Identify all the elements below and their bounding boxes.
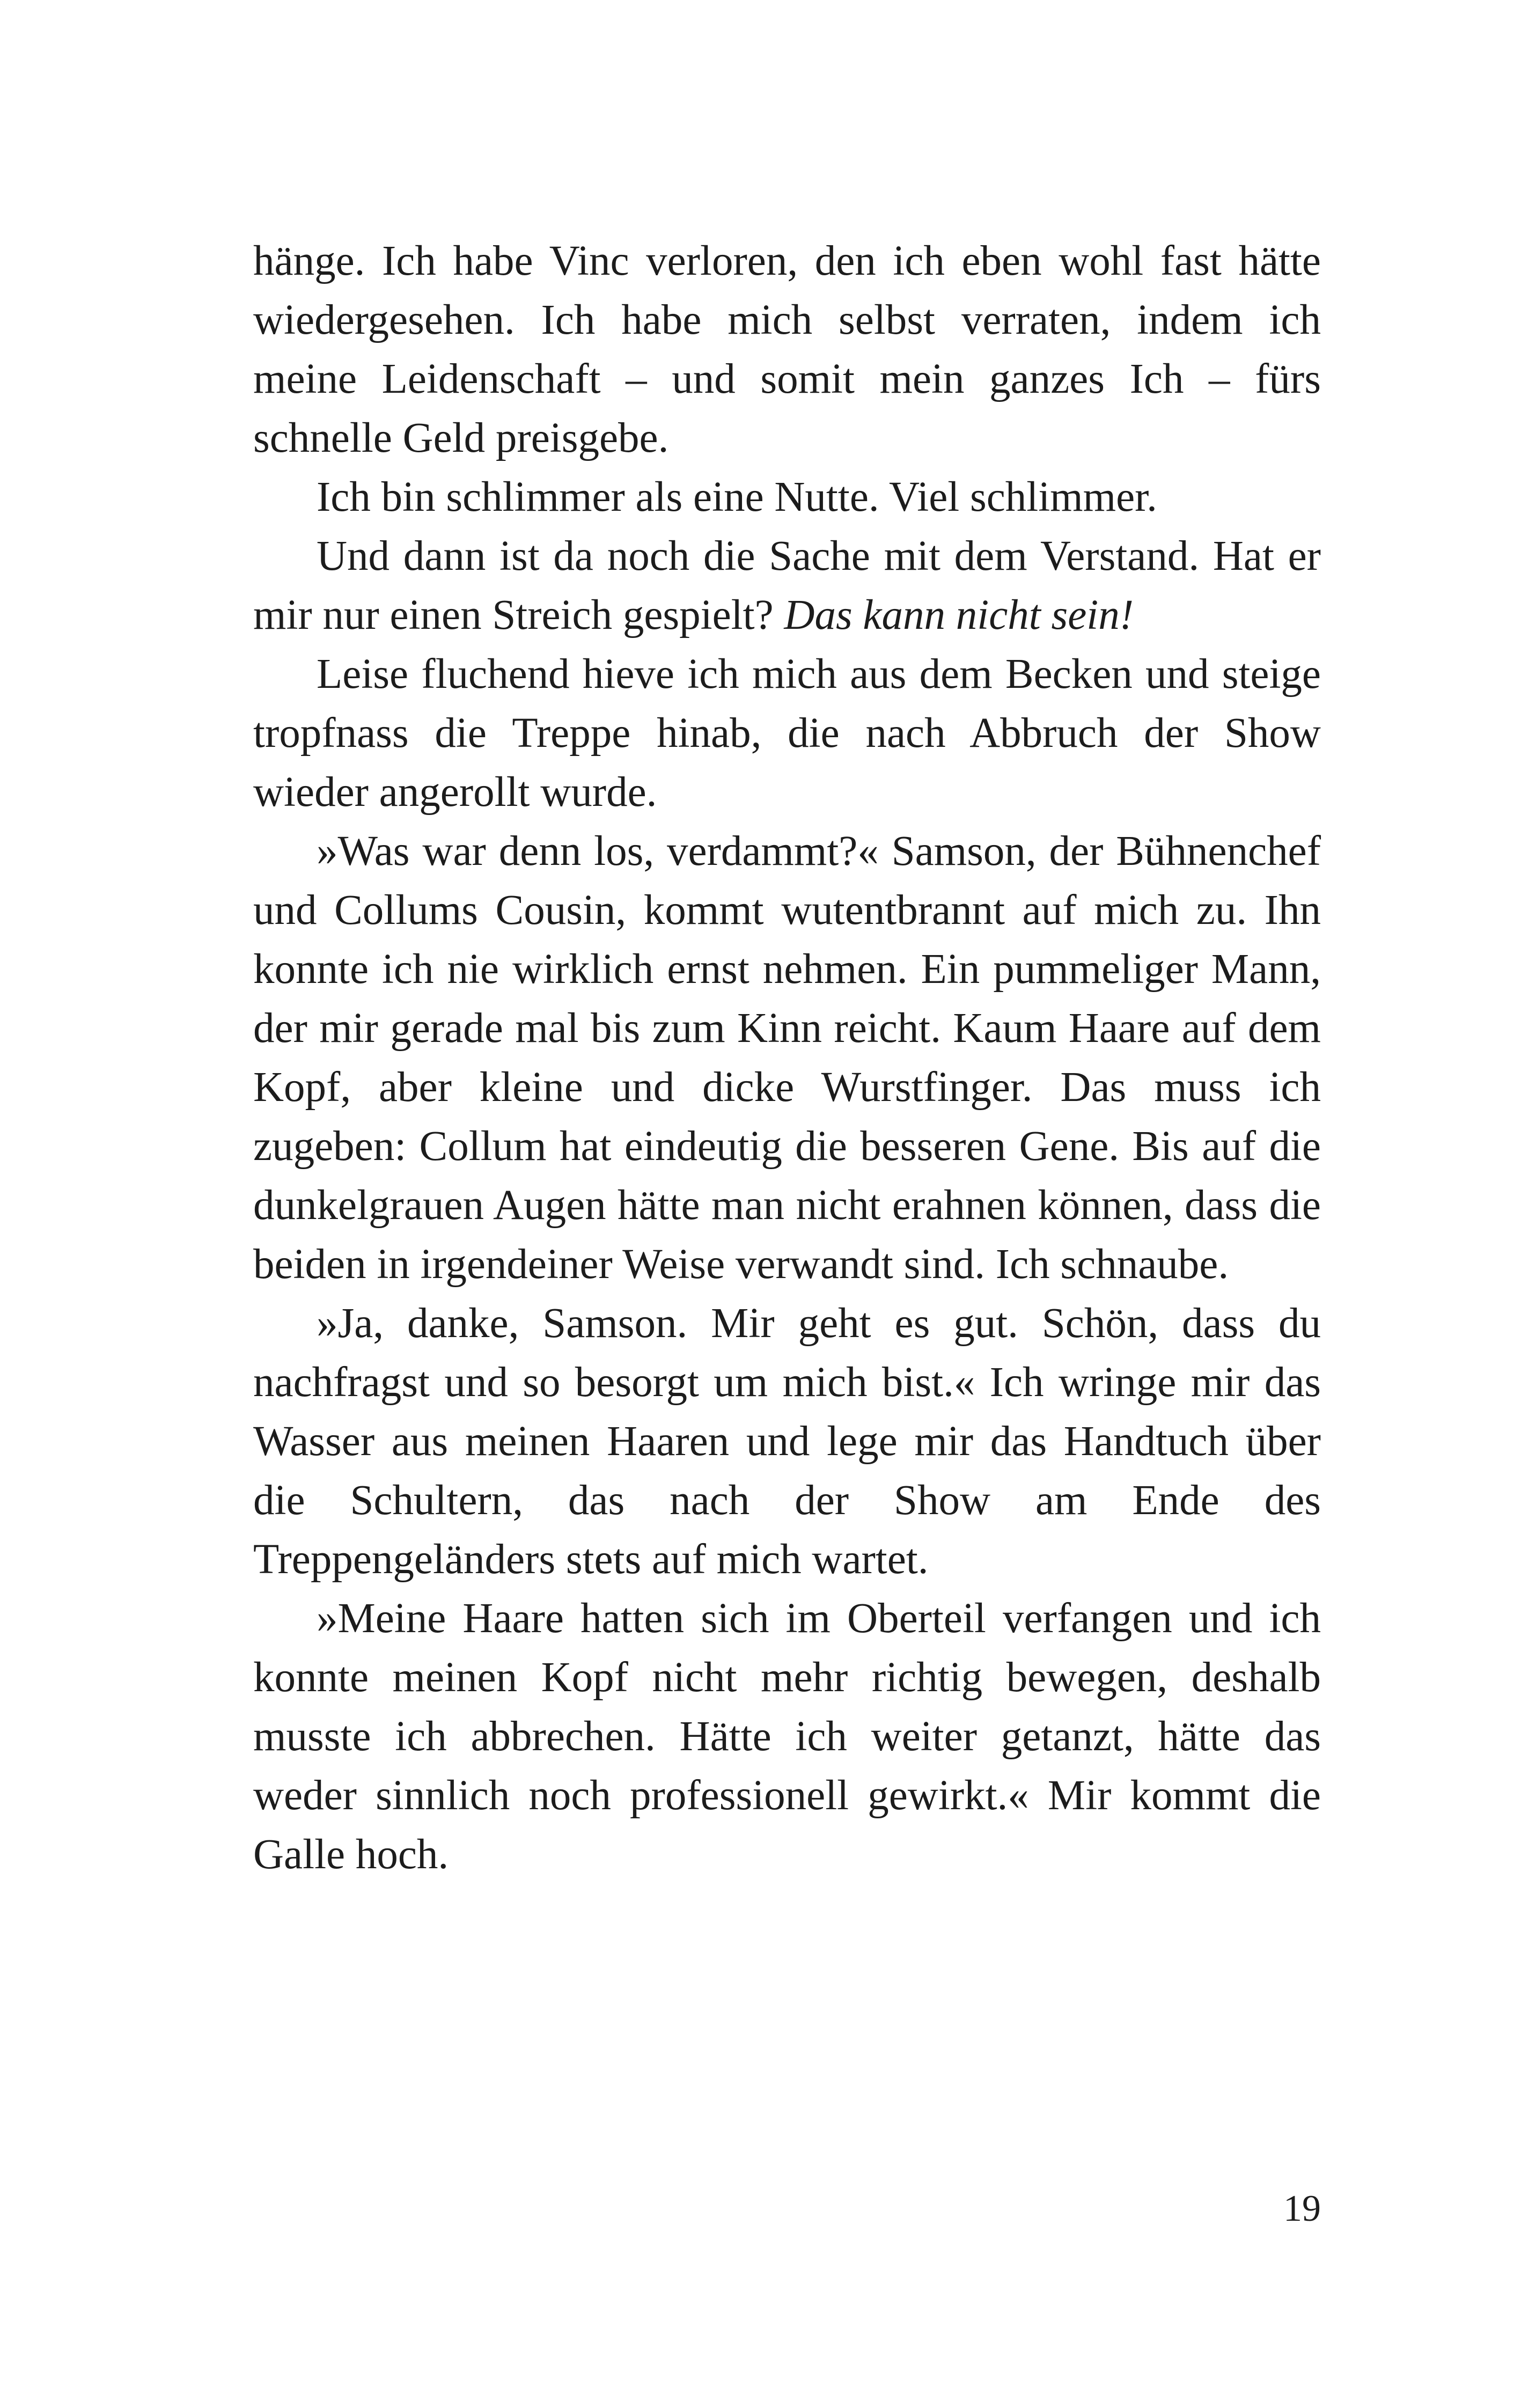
paragraph-4: Leise fluchend hieve ich mich aus dem Becken und steige tropfnass die Treppe hinab, die nach Abbruch der Show wieder angerollt wurde. [253,651,1321,816]
paragraph-1: hänge. Ich habe Vinc verloren, den ich eben wohl fast hätte wiedergesehen. Ich habe mich selbst verraten, indem ich meine Leidenschaft – und somit mein ganzes Ich – fürs schnelle Geld preisgebe. [253,238,1321,461]
paragraph-3-italic: Das kann nicht sein! [784,592,1134,638]
paragraph-6: »Ja, danke, Samson. Mir geht es gut. Schön, dass du nachfragst und so besorgt um mich bist.« Ich wringe mir das Wasser aus meinen Haaren und lege mir das Handtuch über die Schultern, das nach der Show am Ende des Treppengeländers stets auf mich wartet. [253,1300,1321,1583]
paragraph-2: Ich bin schlimmer als eine Nutte. Viel schlimmer. [317,474,1157,520]
page-number: 19 [1283,2188,1321,2229]
paragraph-3-text: Und dann ist da noch die Sache mit dem Verstand. Hat er mir nur einen Streich gespielt? [253,533,1321,638]
paragraph-5: »Was war denn los, verdammt?« Samson, der Bühnenchef und Collums Cousin, kommt wutentbrannt auf mich zu. Ihn konnte ich nie wirklich ernst nehmen. Ein pummeliger Mann, der mir gerade mal bis zum Kinn reicht. Kaum Haare auf dem Kopf, aber kleine und dicke Wurstfinger. Das muss ich zugeben: Collum hat eindeutig die besseren Gene. Bis auf die dunkelgrauen Augen hätte man nicht erahnen können, dass die beiden in irgendeiner Weise verwandt sind. Ich schnaube. [253,828,1321,1288]
paragraph-7: »Meine Haare hatten sich im Oberteil verfangen und ich konnte meinen Kopf nicht mehr richtig bewegen, deshalb musste ich abbrechen. Hätte ich weiter getanzt, hätte das weder sinnlich noch professionell gewirkt.« Mir kommt die Galle hoch. [253,1595,1321,1878]
body-text [253,232,1321,1884]
paragraph-3 [253,527,1321,645]
